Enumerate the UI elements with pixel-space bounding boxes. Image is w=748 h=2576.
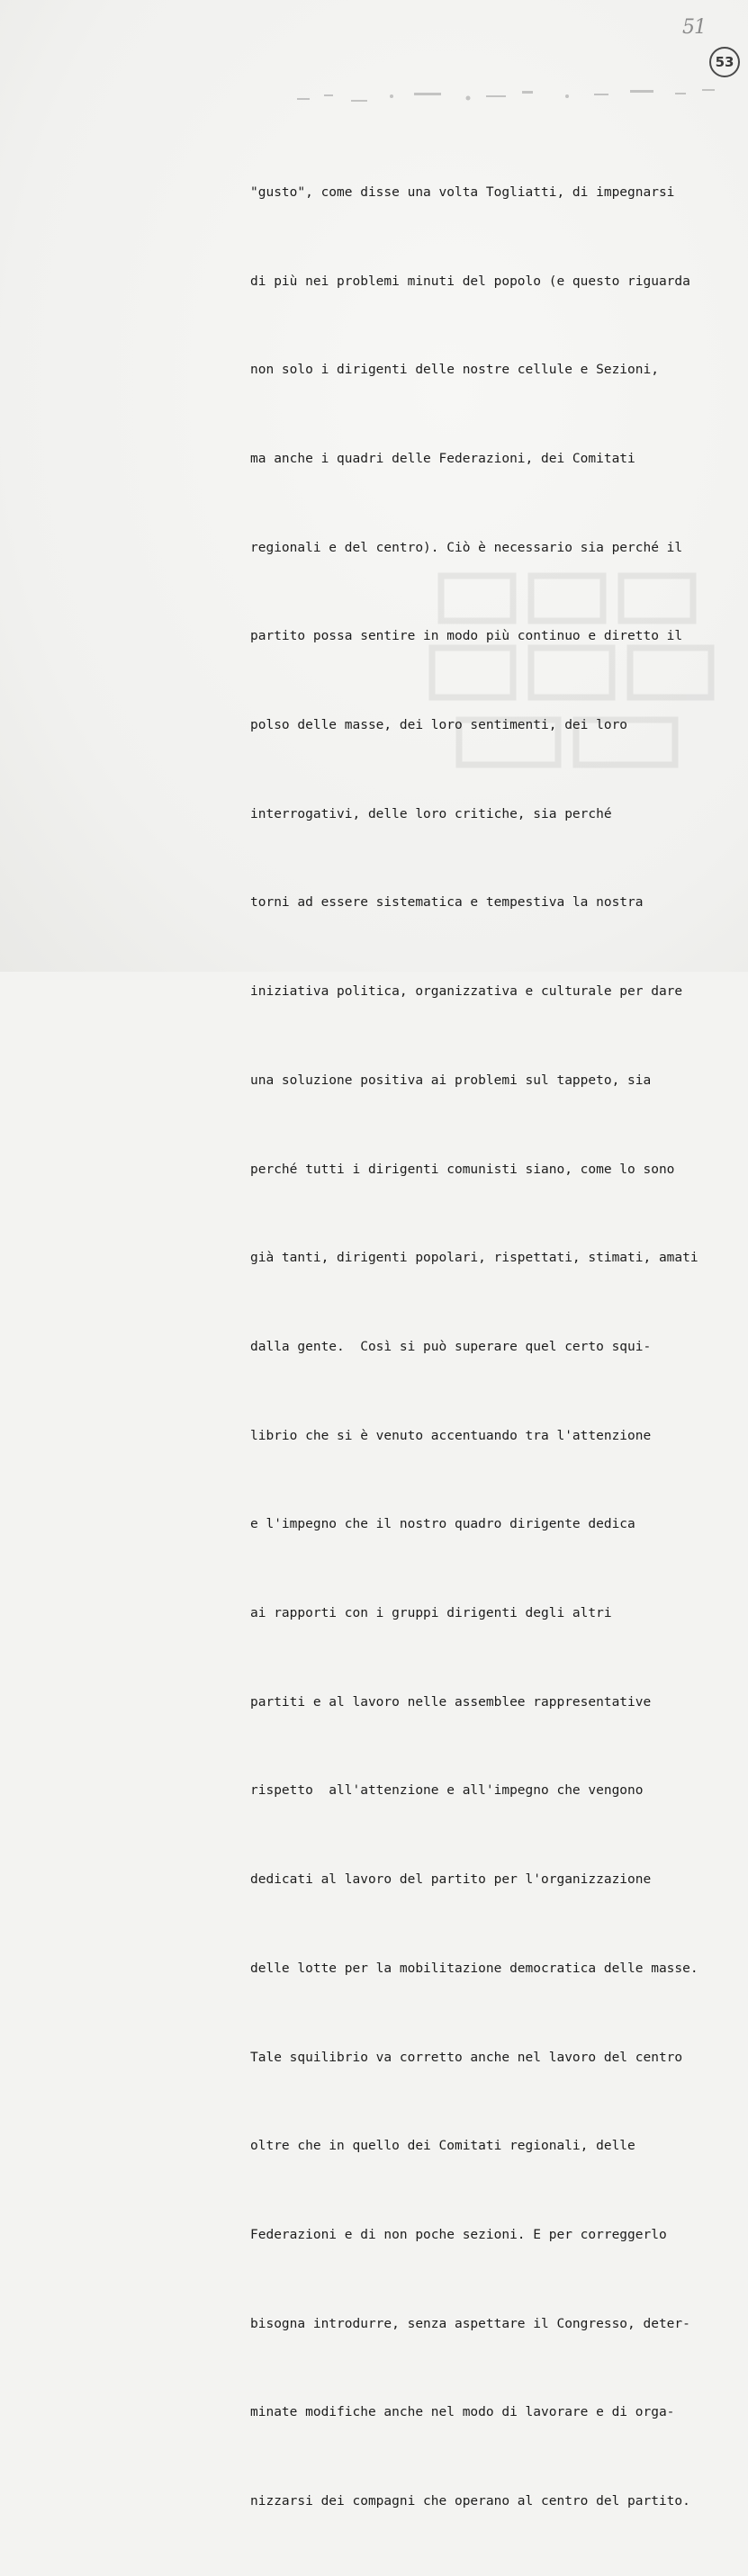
text-line: interrogativi, delle loro critiche, sia perché xyxy=(250,806,612,821)
text-line: ai rapporti con i gruppi dirigenti degli altri xyxy=(250,1606,612,1621)
handwritten-page-number: 51 xyxy=(682,16,706,39)
text-line: una soluzione positiva ai problemi sul tappeto, sia xyxy=(250,1073,652,1088)
text-line: nizzarsi dei compagni che operano al centro del partito. xyxy=(250,2494,690,2509)
stamped-page-number: 53 xyxy=(709,47,740,77)
text-line: e l'impegno che il nostro quadro dirigente dedica xyxy=(250,1517,635,1532)
text-line: perché tutti i dirigenti comunisti siano, come lo sono xyxy=(250,1162,675,1177)
text-line: dedicati al lavoro del partito per l'organizzazione xyxy=(250,1872,652,1888)
bleed-through-smudge xyxy=(297,85,720,112)
text-line: già tanti, dirigenti popolari, rispettati, stimati, amati xyxy=(250,1251,698,1266)
text-line: bisogna introdurre, senza aspettare il Congresso, deter- xyxy=(250,2316,690,2331)
text-line: iniziativa politica, organizzativa e culturale per dare xyxy=(250,984,683,1000)
text-line: torni ad essere sistematica e tempestiva la nostra xyxy=(250,895,644,911)
text-line: non solo i dirigenti delle nostre cellule e Sezioni, xyxy=(250,363,659,378)
text-line: ma anche i quadri delle Federazioni, dei Comitati xyxy=(250,451,635,466)
text-line: delle lotte per la mobilitazione democratica delle masse. xyxy=(250,1961,698,1976)
body-text xyxy=(250,119,748,2576)
text-line: di più nei problemi minuti del popolo (e questo riguarda xyxy=(250,274,690,289)
text-line: librio che si è venuto accentuando tra l'attenzione xyxy=(250,1428,652,1443)
text-line: dalla gente. Così si può superare quel certo squi- xyxy=(250,1339,652,1354)
text-line: oltre che in quello dei Comitati regionali, delle xyxy=(250,2139,635,2154)
text-line: "gusto", come disse una volta Togliatti, di impegnarsi xyxy=(250,184,675,200)
text-line: rispetto all'attenzione e all'impegno che vengono xyxy=(250,1783,644,1799)
text-line: partiti e al lavoro nelle assemblee rappresentative xyxy=(250,1694,652,1710)
text-line: Federazioni e di non poche sezioni. E per correggerlo xyxy=(250,2227,667,2242)
text-line: polso delle masse, dei loro sentimenti, dei loro xyxy=(250,718,628,733)
text-line: regionali e del centro). Ciò è necessario sia perché il xyxy=(250,540,683,555)
text-line: partito possa sentire in modo più continuo e diretto il xyxy=(250,629,683,644)
text-line: minate modifiche anche nel modo di lavorare e di orga- xyxy=(250,2405,675,2420)
text-line: Tale squilibrio va corretto anche nel lavoro del centro xyxy=(250,2050,683,2065)
